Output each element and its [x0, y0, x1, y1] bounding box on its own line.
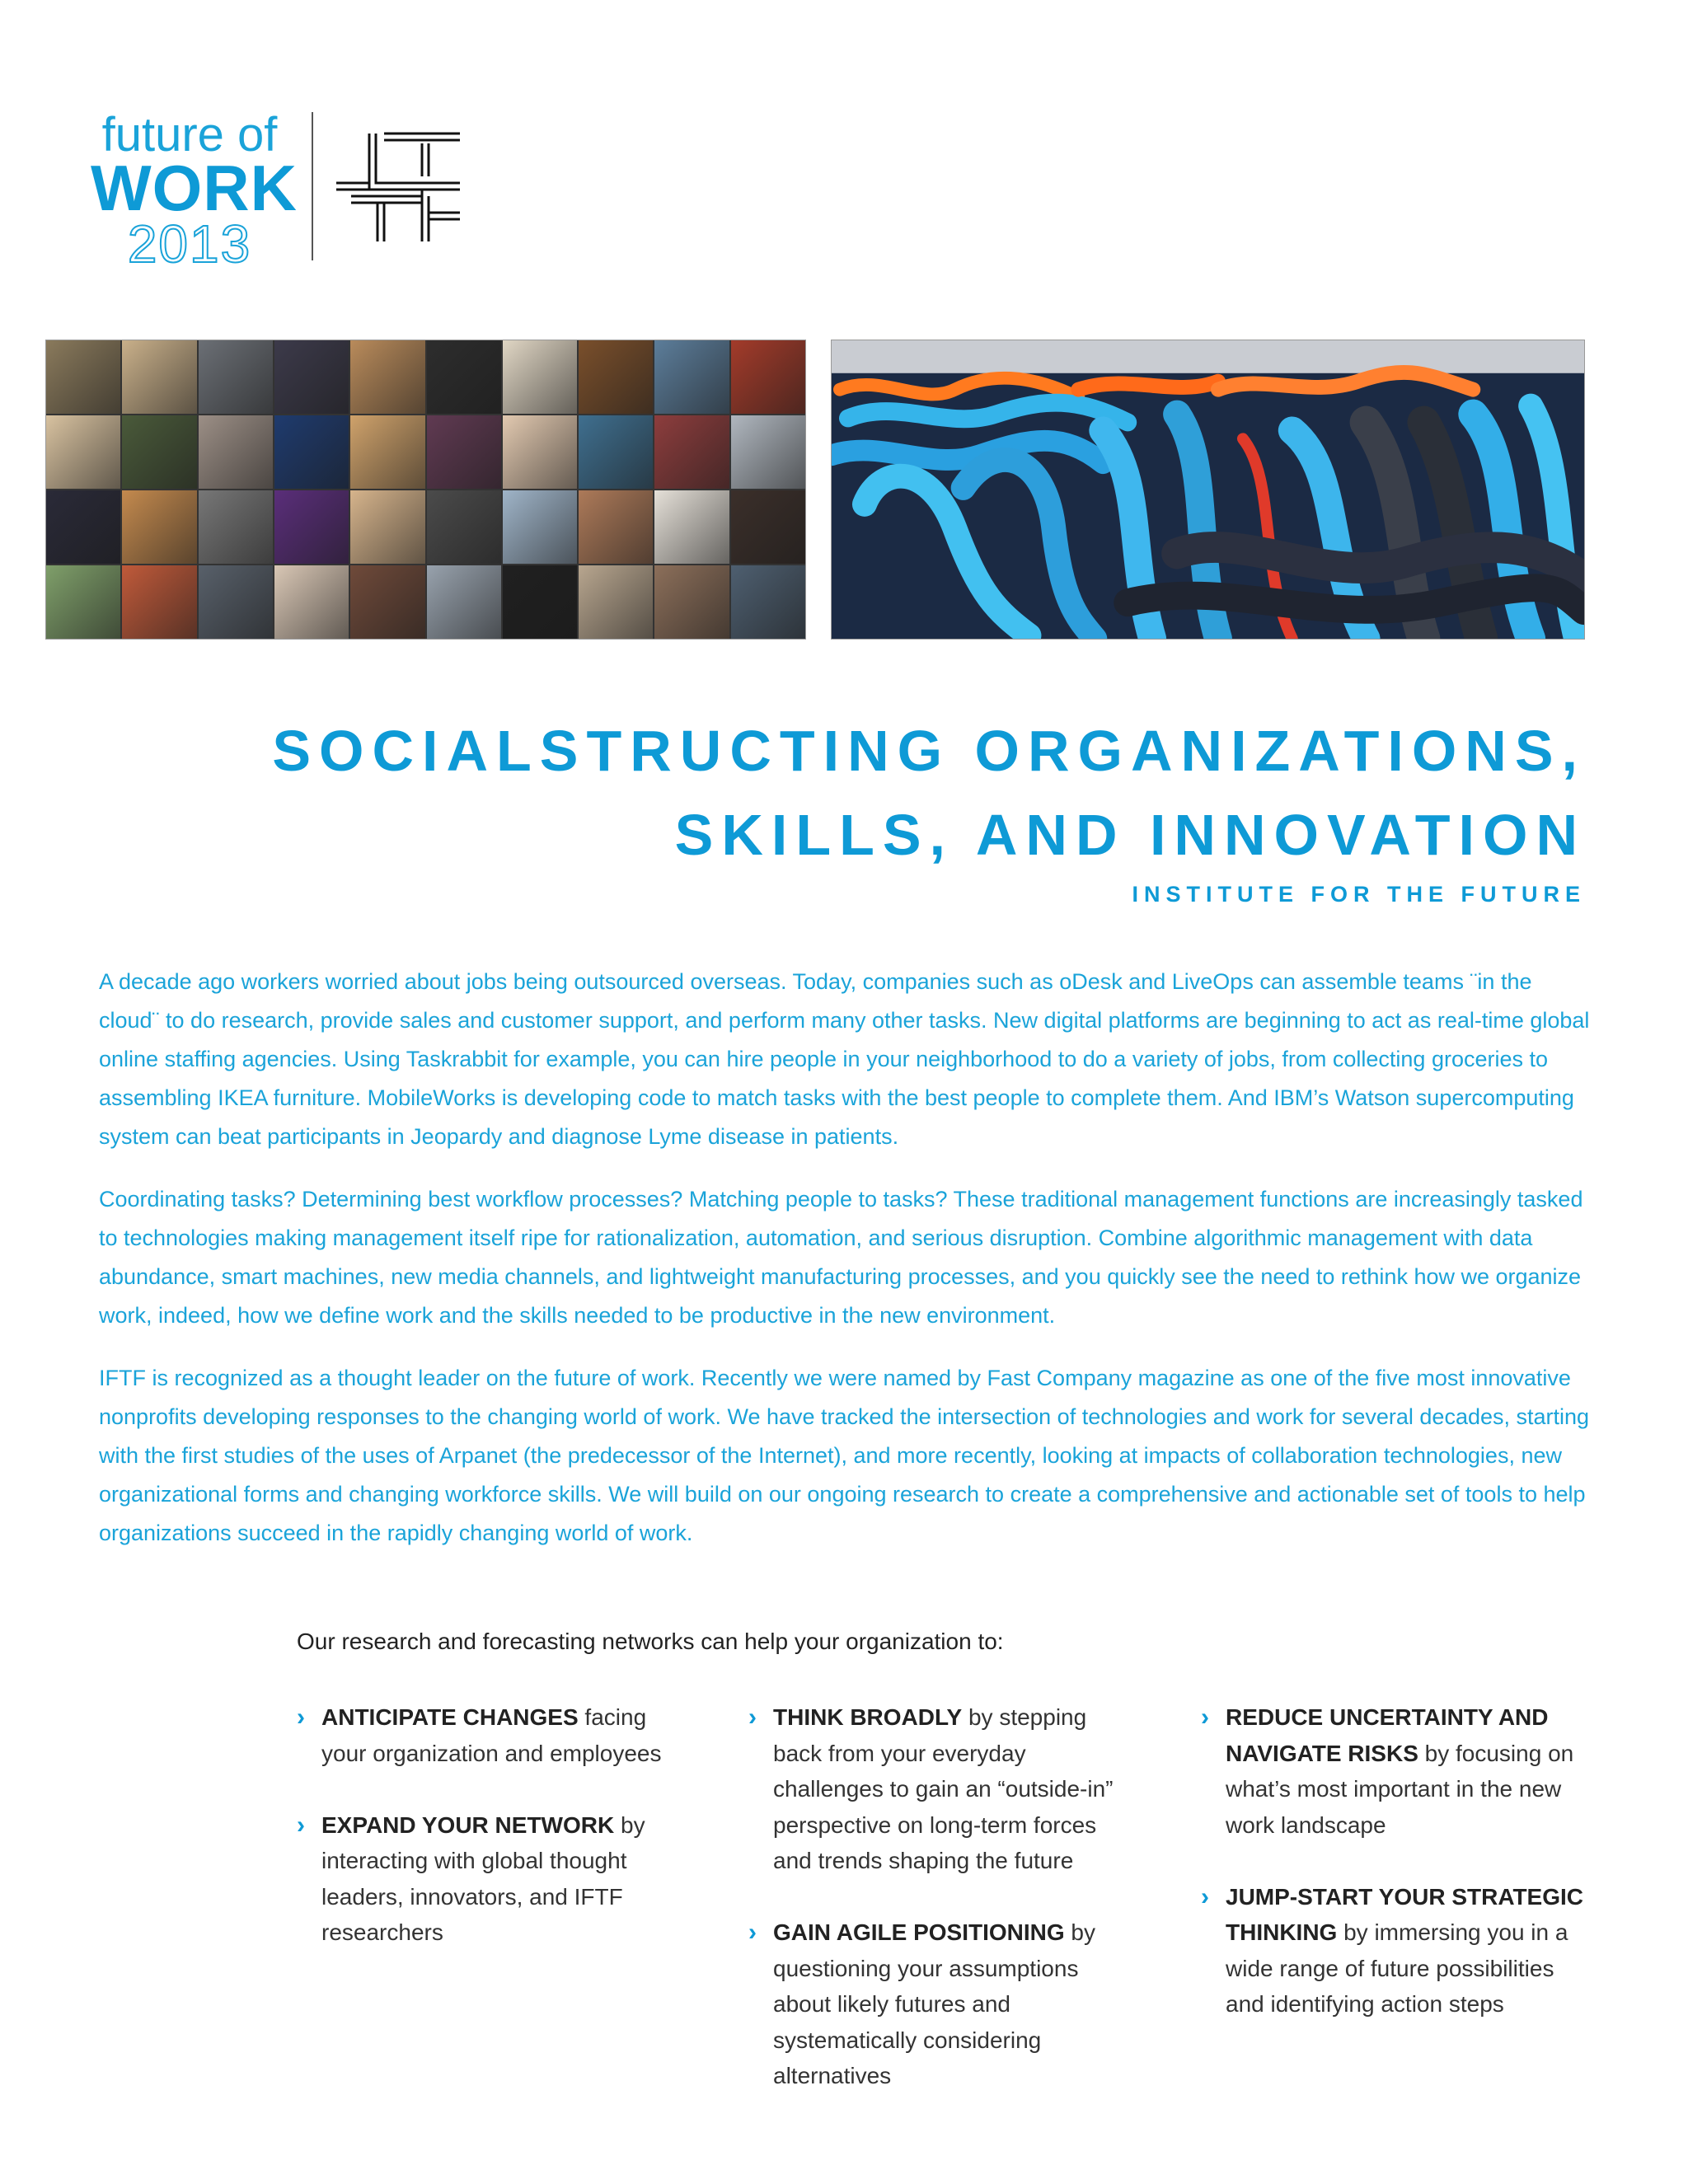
mosaic-tile	[731, 415, 805, 489]
mosaic-tile	[350, 340, 424, 414]
mosaic-tile	[274, 415, 349, 489]
mosaic-tile	[46, 340, 120, 414]
mosaic-tile	[274, 565, 349, 639]
mosaic-tile	[427, 340, 501, 414]
chevron-right-icon: ›	[297, 1704, 305, 1731]
mosaic-tile	[579, 340, 653, 414]
bullet-text: by interacting with global thought leaders, innovators, and IFTF researchers	[321, 1811, 645, 1945]
bullet-item	[1201, 1879, 1588, 2022]
chevron-right-icon: ›	[748, 1919, 757, 1946]
bullet-text: by stepping back from your everyday challenges to gain an “outside-in” perspective on long-term forces and trends shaping the future	[773, 1704, 1114, 1873]
mosaic-tile	[274, 340, 349, 414]
mosaic-tile	[122, 415, 196, 489]
bullet-heading: JUMP-START YOUR STRATEGIC THINKING	[1226, 1883, 1584, 1945]
mosaic-tile	[731, 490, 805, 564]
bullet-item	[297, 1699, 684, 1771]
mosaic-tile	[503, 565, 577, 639]
mosaic-tile	[654, 415, 729, 489]
title-line-1: SOCIALSTRUCTING ORGANIZATIONS,	[272, 719, 1586, 783]
benefits-intro: Our research and forecasting networks can help your organization to:	[297, 1629, 1004, 1654]
bullet-item	[297, 1807, 684, 1951]
mosaic-tile	[731, 340, 805, 414]
mosaic-tile	[46, 490, 120, 564]
mosaic-tile	[731, 565, 805, 639]
mosaic-tile	[350, 415, 424, 489]
chevron-right-icon: ›	[297, 1811, 305, 1839]
bullet-text: by focusing on what’s most important in the new work landscape	[1226, 1740, 1574, 1838]
organization-name: INSTITUTE FOR THE FUTURE	[1132, 882, 1586, 907]
benefits-column-1	[297, 1699, 684, 1986]
iftf-logo-icon	[336, 132, 476, 243]
mosaic-tile	[199, 340, 273, 414]
bullet-heading: THINK BROADLY	[773, 1704, 963, 1730]
mosaic-tile	[579, 490, 653, 564]
benefits-column-3	[1201, 1699, 1588, 2058]
title-line-2: SKILLS, AND INNOVATION	[674, 803, 1586, 867]
mosaic-tile	[427, 565, 501, 639]
bullet-item	[1201, 1699, 1588, 1843]
mosaic-tile	[199, 415, 273, 489]
mosaic-tile	[503, 415, 577, 489]
chevron-right-icon: ›	[1201, 1882, 1209, 1910]
mosaic-tile	[654, 565, 729, 639]
bullet-heading: EXPAND YOUR NETWORK	[321, 1811, 615, 1838]
paragraph-3: IFTF is recognized as a thought leader on the future of work. Recently we were named by Fast Company magazine as one of the five most innovative nonprofits developing responses to the changing world of work. We have tracked the intersection of technologies and work for several decades, starting with the first studies of the uses of Arpanet (the predecessor of the Internet), and more recently, looking at impacts of collaboration technologies, new organizational forms and changing workforce skills. We will build on our ongoing research to create a comprehensive and actionable set of tools to help organizations succeed in the rapidly changing world of work.	[99, 1366, 1590, 1545]
mosaic-tile	[122, 340, 196, 414]
body-text	[99, 963, 1591, 1577]
chevron-right-icon: ›	[748, 1704, 757, 1731]
mosaic-tile	[503, 340, 577, 414]
mosaic-tile	[199, 490, 273, 564]
bullet-heading: GAIN AGILE POSITIONING	[773, 1919, 1065, 1945]
chevron-right-icon: ›	[1201, 1704, 1209, 1731]
mosaic-tile	[350, 490, 424, 564]
logo-divider	[312, 112, 313, 260]
paragraph-2: Coordinating tasks? Determining best workflow processes? Matching people to tasks? These traditional management functions are increasingly tasked to technologies making management itself ripe for rationalization, automation, and serious disruption. Combine algorithmic management with data abundance, smart machines, new media channels, and lightweight manufacturing processes, and you quickly see the need to rethink how we organize work, indeed, how we define work and the skills needed to be productive in the new environment.	[99, 1187, 1583, 1328]
mosaic-tile	[427, 415, 501, 489]
page-title	[272, 709, 1586, 877]
logo-line-future-of: future of	[101, 108, 278, 162]
mosaic-tile	[122, 565, 196, 639]
mosaic-tile	[579, 415, 653, 489]
mosaic-tile	[274, 490, 349, 564]
network-cables-image	[831, 340, 1585, 640]
bullet-text: by questioning your assumptions about likely futures and systematically considering alternatives	[773, 1919, 1096, 2088]
mosaic-tile	[46, 565, 120, 639]
mosaic-tile	[654, 490, 729, 564]
logo-line-work: WORK	[91, 152, 298, 224]
mosaic-tile	[427, 490, 501, 564]
future-of-work-logo	[91, 108, 298, 274]
mosaic-tile	[122, 490, 196, 564]
benefits-column-2	[748, 1699, 1136, 2130]
photo-mosaic	[45, 340, 806, 640]
bullet-heading: REDUCE UNCERTAINTY AND NAVIGATE RISKS	[1226, 1704, 1549, 1766]
mosaic-tile	[579, 565, 653, 639]
logo-line-year: 2013	[127, 214, 252, 274]
mosaic-tile	[503, 490, 577, 564]
mosaic-tile	[46, 415, 120, 489]
mosaic-tile	[350, 565, 424, 639]
mosaic-tile	[654, 340, 729, 414]
bullet-text: facing your organization and employees	[321, 1704, 662, 1766]
bullet-item	[748, 1699, 1136, 1879]
bullet-heading: ANTICIPATE CHANGES	[321, 1704, 579, 1730]
bullet-text: by immersing you in a wide range of future possibilities and identifying action steps	[1226, 1919, 1568, 2017]
bullet-item	[748, 1915, 1136, 2094]
mosaic-tile	[199, 565, 273, 639]
paragraph-1: A decade ago workers worried about jobs being outsourced overseas. Today, companies such as oDesk and LiveOps can assemble teams ¨in the cloud¨ to do research, provide sales and customer support, and perform many other tasks. New digital platforms are beginning to act as real-time global online staffing agencies. Using Taskrabbit for example, you can hire people in your neighborhood to do a variety of jobs, from collecting groceries to assembling IKEA furniture. MobileWorks is developing code to match tasks with the best people to complete them. And IBM’s Watson supercomputing system can beat participants in Jeopardy and diagnose Lyme disease in patients.	[99, 969, 1590, 1149]
